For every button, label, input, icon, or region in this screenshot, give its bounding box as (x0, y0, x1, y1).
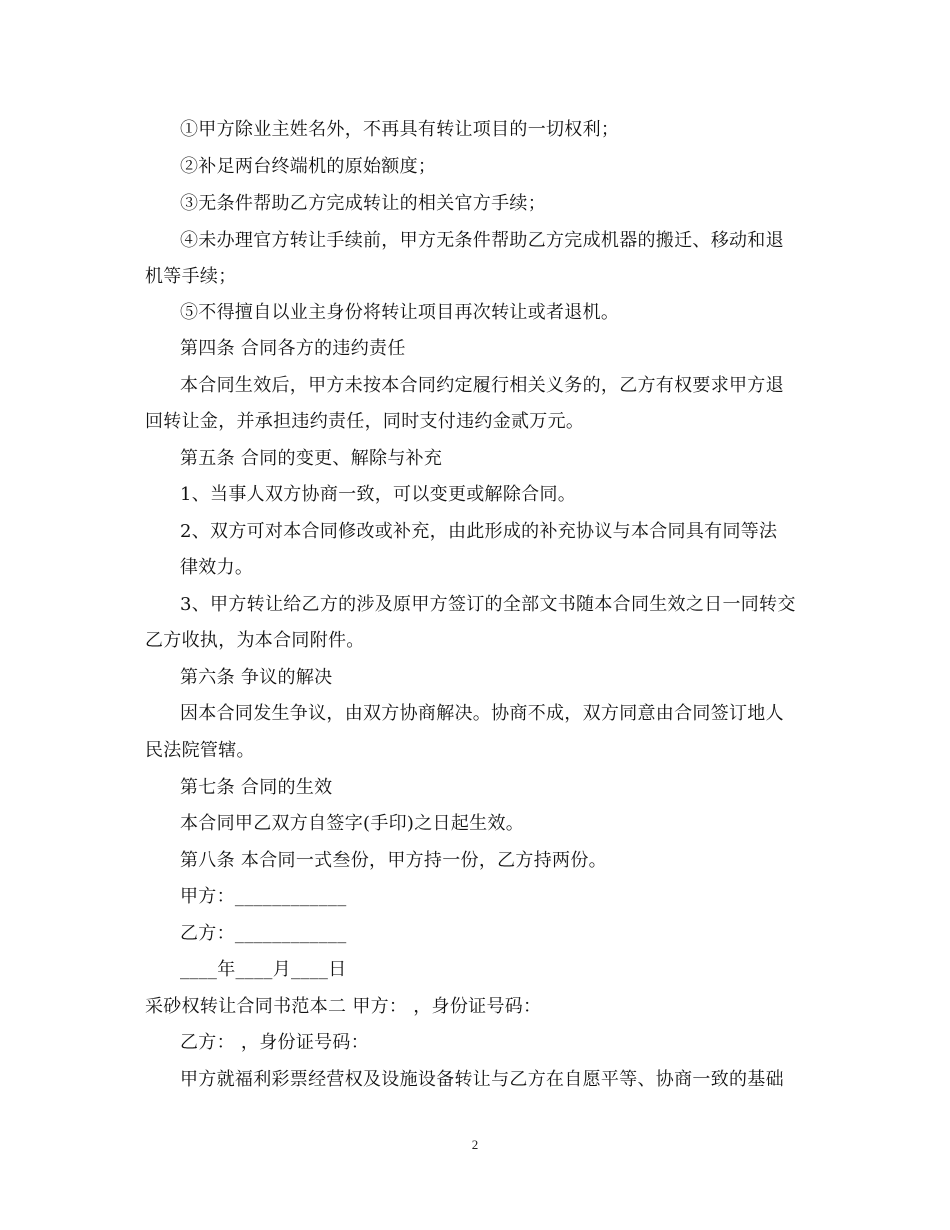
sample-two-title: 采砂权转让合同书范本二 甲方： ，身份证号码： (145, 996, 542, 1017)
clause-item-5: ⑤不得擅自以业主身份将转让项目再次转让或者退机。 (180, 302, 620, 323)
clause-point-1: 1、当事人双方协商一致，可以变更或解除合同。 (180, 484, 577, 505)
clause-point-2-cont: 律效力。 (180, 557, 254, 578)
signature-party-b: 乙方：____________ (180, 923, 347, 944)
article-heading-4: 第四条 合同各方的违约责任 (180, 338, 406, 359)
paragraph-text: 甲方就福利彩票经营权及设施设备转让与乙方在自愿平等、协商一致的基础 (180, 1069, 784, 1090)
paragraph-text-cont: 民法院管辖。 (145, 740, 255, 761)
clause-item-1: ①甲方除业主姓名外，不再具有转让项目的一切权利； (180, 119, 620, 140)
clause-item-2: ②补足两台终端机的原始额度； (180, 156, 437, 177)
clause-item-4: ④未办理官方转让手续前，甲方无条件帮助乙方完成机器的搬迁、移动和退 (180, 230, 784, 251)
clause-point-2: 2、双方可对本合同修改或补充，由此形成的补充协议与本合同具有同等法 (180, 521, 778, 542)
article-heading-6: 第六条 争议的解决 (180, 667, 333, 688)
paragraph-text: 本合同甲乙双方自签字(手印)之日起生效。 (180, 813, 525, 834)
paragraph-text: 因本合同发生争议，由双方协商解决。协商不成，双方同意由合同签订地人 (180, 703, 784, 724)
party-b-info: 乙方： ，身份证号码： (180, 1032, 370, 1053)
article-heading-5: 第五条 合同的变更、解除与补充 (180, 448, 443, 469)
paragraph-text: 本合同生效后，甲方未按本合同约定履行相关义务的，乙方有权要求甲方退 (180, 375, 784, 396)
signature-party-a: 甲方：____________ (180, 886, 347, 907)
paragraph-text-cont: 回转让金，并承担违约责任，同时支付违约金贰万元。 (145, 411, 585, 432)
clause-point-3: 3、甲方转让给乙方的涉及原甲方签订的全部文书随本合同生效之日一同转交 (180, 594, 796, 615)
signature-date: ____年____月____日 (180, 959, 347, 980)
clause-item-4-cont: 机等手续； (145, 266, 237, 287)
article-heading-8: 第八条 本合同一式叁份，甲方持一份，乙方持两份。 (180, 850, 607, 871)
page-number: 2 (471, 1137, 479, 1152)
clause-item-3: ③无条件帮助乙方完成转让的相关官方手续； (180, 193, 546, 214)
article-heading-7: 第七条 合同的生效 (180, 777, 333, 798)
clause-point-3-cont: 乙方收执，为本合同附件。 (145, 630, 365, 651)
